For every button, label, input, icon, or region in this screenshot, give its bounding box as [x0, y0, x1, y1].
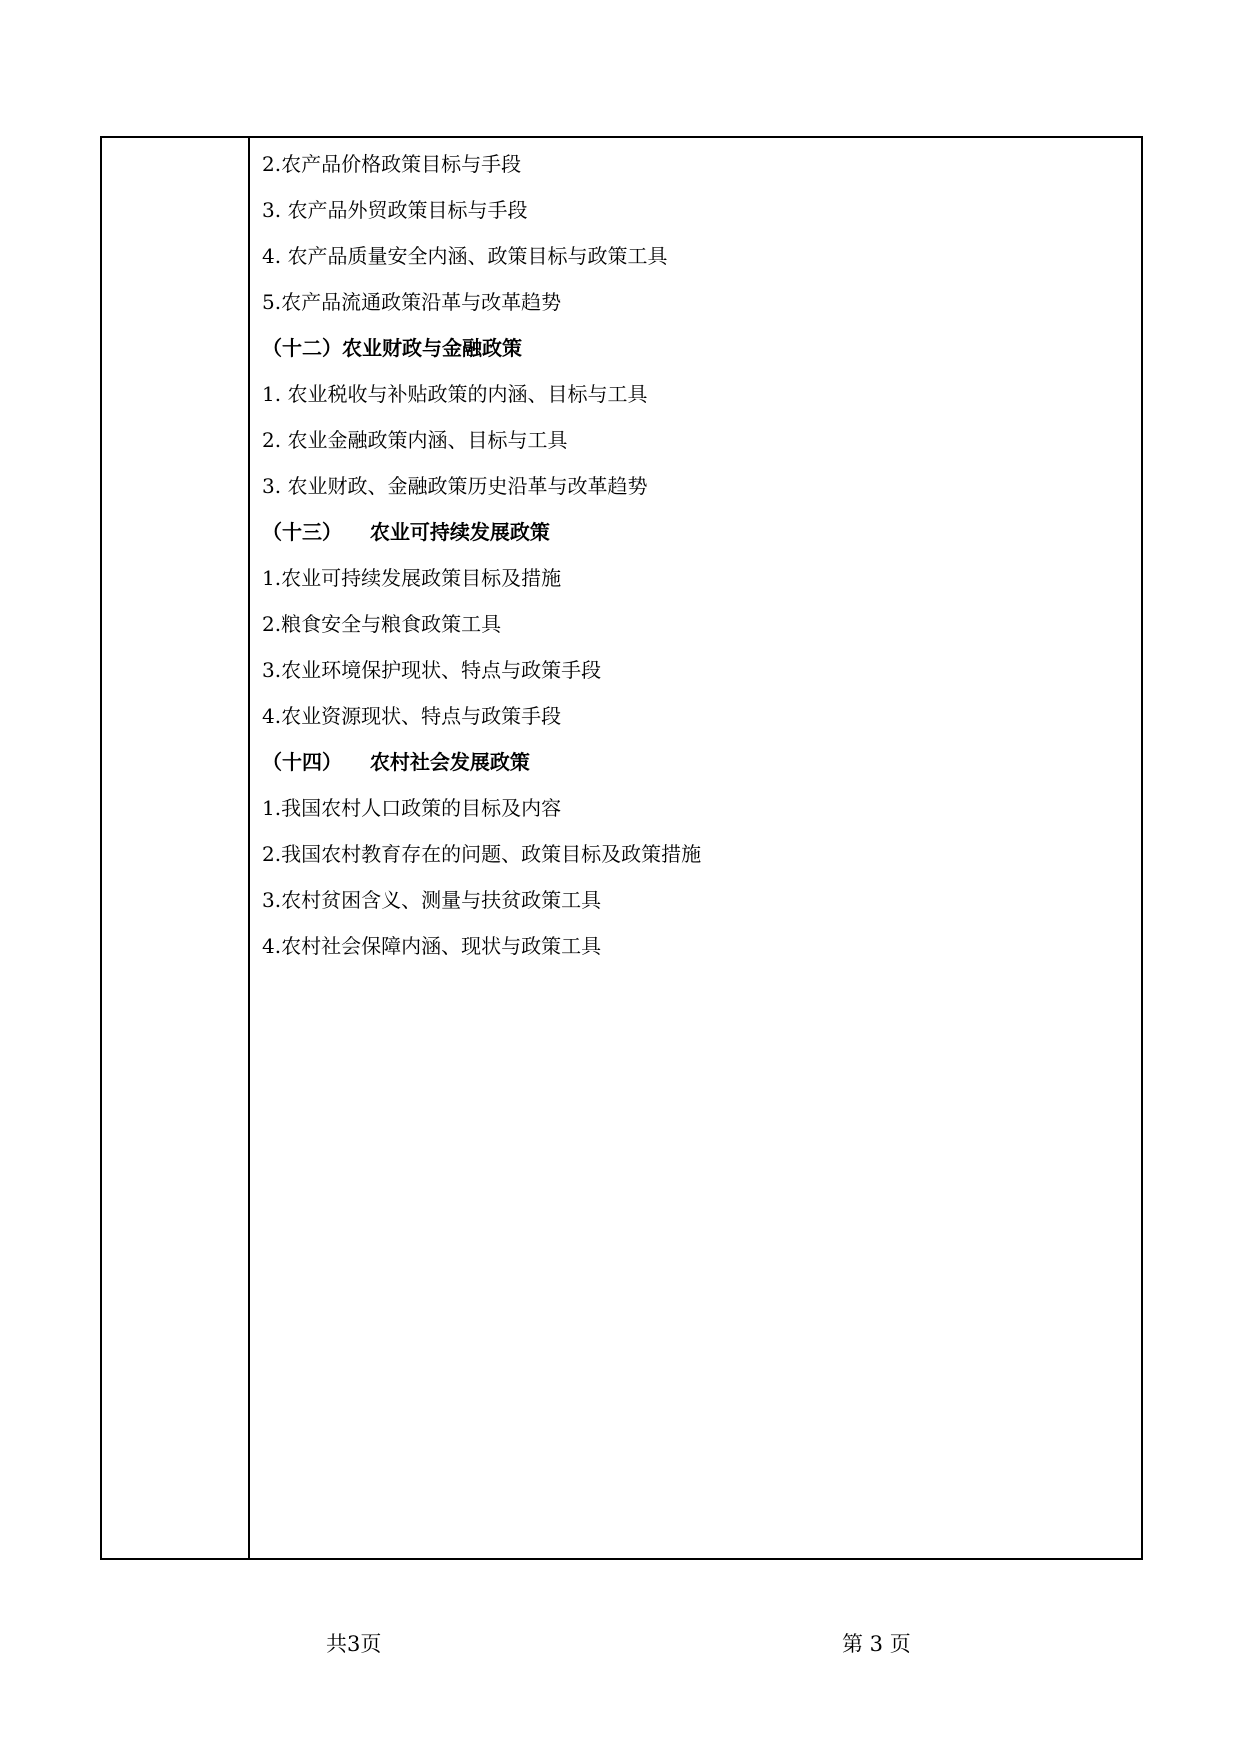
outline-item: 1.农业可持续发展政策目标及措施 — [262, 566, 562, 590]
outline-item: 2.农产品价格政策目标与手段 — [262, 152, 522, 176]
outline-item: 5.农产品流通政策沿革与改革趋势 — [262, 290, 562, 314]
outline-item: 3.农村贫困含义、测量与扶贫政策工具 — [262, 888, 602, 912]
section-heading: （十二）农业财政与金融政策 — [262, 336, 522, 360]
outline-item: 4. 农产品质量安全内涵、政策目标与政策工具 — [262, 244, 668, 268]
column-divider — [248, 138, 250, 1558]
outline-item: 3. 农业财政、金融政策历史沿革与改革趋势 — [262, 474, 648, 498]
outline-item: 4.农业资源现状、特点与政策手段 — [262, 704, 562, 728]
outline-item: 2.我国农村教育存在的问题、政策目标及政策措施 — [262, 842, 702, 866]
outline-item: 3. 农产品外贸政策目标与手段 — [262, 198, 528, 222]
outline-item: 2. 农业金融政策内涵、目标与工具 — [262, 428, 568, 452]
section-heading: （十三） 农业可持续发展政策 — [262, 520, 550, 544]
outline-item: 2.粮食安全与粮食政策工具 — [262, 612, 502, 636]
content-table — [100, 136, 1143, 1560]
footer-page-number: 第 3 页 — [842, 1632, 911, 1656]
outline-item: 1.我国农村人口政策的目标及内容 — [262, 796, 562, 820]
outline-item: 4.农村社会保障内涵、现状与政策工具 — [262, 934, 602, 958]
outline-item: 1. 农业税收与补贴政策的内涵、目标与工具 — [262, 382, 648, 406]
outline-item: 3.农业环境保护现状、特点与政策手段 — [262, 658, 602, 682]
section-heading: （十四） 农村社会发展政策 — [262, 750, 530, 774]
footer-total-pages: 共3页 — [326, 1632, 382, 1656]
